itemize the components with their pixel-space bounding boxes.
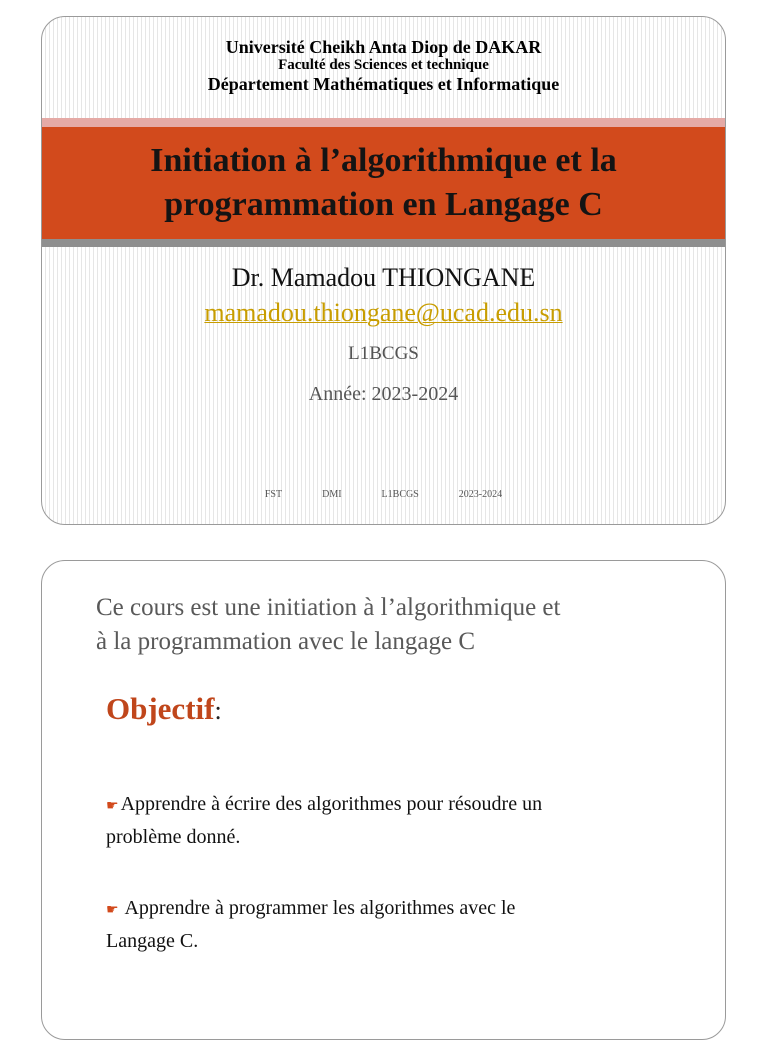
course-title-line-2: programmation en Langage C [164,186,603,223]
footer-item: DMI [322,489,342,500]
academic-year: Année: 2023-2024 [308,383,459,405]
title-slide [41,16,726,525]
bullet-line-1: Apprendre à écrire des algorithmes pour résoudre un [120,793,543,815]
objectif-heading [106,691,222,729]
course-intro [96,591,695,659]
accent-band [42,118,725,127]
university-name: Université Cheikh Anta Diop de DAKAR [225,37,542,57]
course-title [150,139,617,227]
list-item [106,789,685,852]
bullet-line-2: problème donné. [106,826,241,848]
title-band [42,127,725,239]
intro-line-1: Ce cours est une initiation à l’algorithmique et [96,594,561,621]
footer-item: 2023-2024 [458,489,503,500]
footer-item: L1BCGS [381,489,419,500]
slide-footer [42,489,725,500]
objectif-label: Objectif [106,691,215,726]
pointing-hand-icon: ☛ [106,799,119,814]
course-code: L1BCGS [348,343,419,364]
footer-item: FST [264,489,283,500]
author-name: Dr. Mamadou THIONGANE [231,263,536,292]
intro-line-2: à la programmation avec le langage C [96,628,476,655]
bullet-line-1: Apprendre à programmer les algorithmes avec le [120,897,516,919]
objectives-slide [41,560,726,1040]
objectif-colon: : [214,696,222,725]
institution-header [42,37,725,95]
bullet-line-2: Langage C. [106,930,199,952]
department-name: Département Mathématiques et Informatique [207,74,560,94]
course-title-line-1: Initiation à l’algorithmique et la [150,142,617,179]
separator-band [42,239,725,247]
list-item [106,893,685,956]
pointing-hand-icon: ☛ [106,903,119,918]
faculty-name: Faculté des Sciences et technique [278,57,489,73]
author-email-link[interactable]: mamadou.thiongane@ucad.edu.sn [204,298,563,327]
